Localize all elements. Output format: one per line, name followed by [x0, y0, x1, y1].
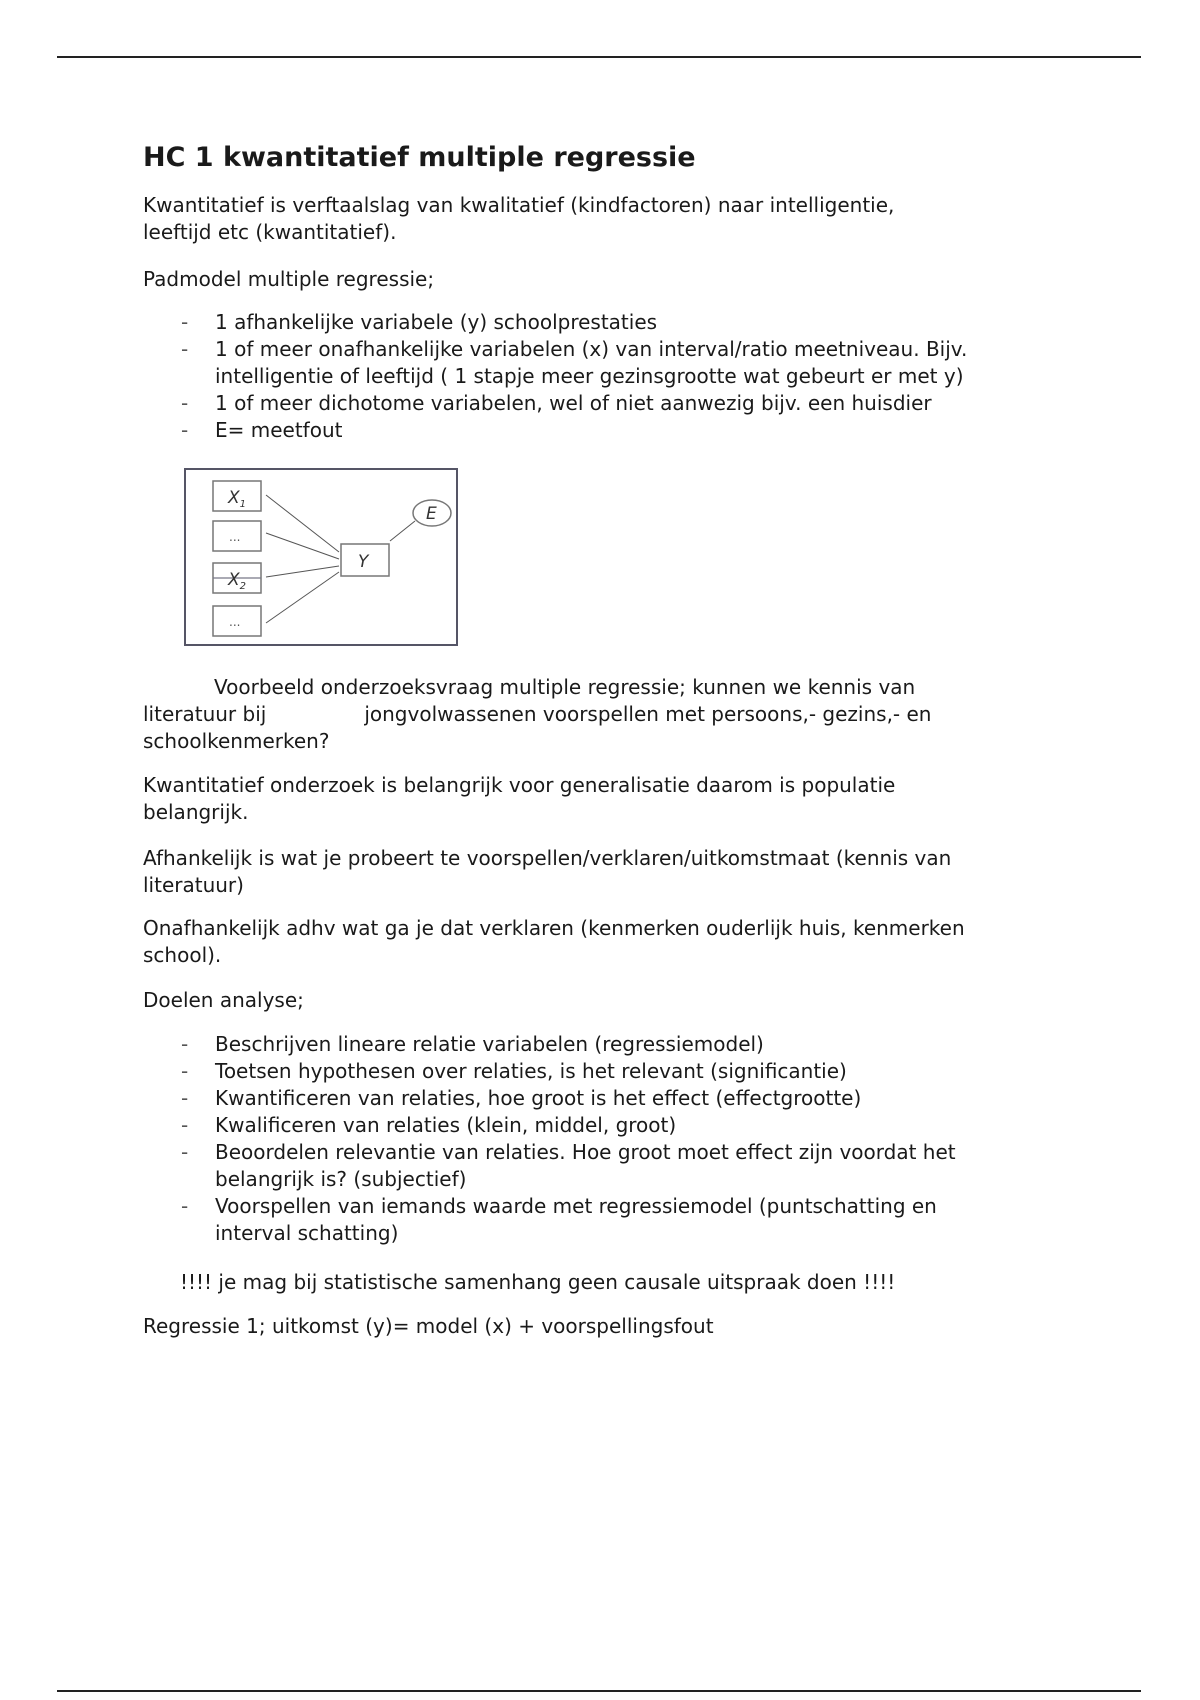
bullet-dash: - [181, 1059, 189, 1083]
list-item [143, 417, 1083, 444]
page-title: HC 1 kwantitatief multiple regressie [143, 142, 696, 173]
text-line: literatuur bij [143, 702, 267, 726]
text-line: leeftijd etc (kwantitatief). [143, 220, 397, 244]
list-item [143, 336, 1083, 390]
svg-text:E: E [426, 504, 437, 524]
bullet-dash: - [181, 418, 189, 442]
svg-text:X2: $X_2$ [228, 570, 247, 592]
text-line: school). [143, 943, 222, 967]
text-line: Voorspellen van iemands waarde met regressiemodel (puntschatting en [215, 1194, 937, 1218]
text-line: Beoordelen relevantie van relaties. Hoe groot moet effect zijn voordat het [215, 1140, 956, 1164]
padmodel-heading: Padmodel multiple regressie; [143, 267, 435, 291]
text-line: 1 of meer onafhankelijke variabelen (x) van interval/ratio meetniveau. Bijv. [215, 337, 968, 361]
list-item [143, 1193, 1083, 1247]
footer-rule [57, 1690, 1141, 1692]
list-item [143, 1139, 1083, 1193]
text-line: belangrijk is? (subjectief) [215, 1167, 467, 1191]
text-line: literatuur) [143, 873, 244, 897]
text-line: 1 of meer dichotome variabelen, wel of niet aanwezig bijv. een huisdier [215, 391, 932, 415]
header-rule [57, 56, 1141, 58]
text-line: Voorbeeld onderzoeksvraag multiple regressie; kunnen we kennis van [214, 675, 916, 699]
path-model-diagram [184, 468, 458, 646]
svg-text:...: ... [229, 615, 241, 629]
bullet-dash: - [181, 1032, 189, 1056]
text-line: intelligentie of leeftijd ( 1 stapje meer gezinsgrootte wat gebeurt er met y) [215, 364, 964, 388]
bullet-dash: - [181, 1086, 189, 1110]
text-line: schoolkenmerken? [143, 729, 330, 753]
bullet-dash: - [181, 391, 189, 415]
list-item [143, 309, 1083, 336]
text-line: 1 afhankelijke variabele (y) schoolprestaties [215, 310, 658, 334]
afhankelijk-paragraph [143, 845, 1083, 899]
list-item [143, 1058, 1083, 1085]
bullet-dash: - [181, 337, 189, 361]
list-item [143, 1112, 1083, 1139]
text-line: Kwantificeren van relaties, hoe groot is het effect (effectgrootte) [215, 1086, 862, 1110]
svg-text:...: ... [229, 530, 241, 544]
bullet-dash: - [181, 310, 189, 334]
text-line: Kwalificeren van relaties (klein, middel, groot) [215, 1113, 677, 1137]
padmodel-list [143, 309, 1083, 444]
text-line: jongvolwassenen voorspellen met persoons,- gezins,- en [364, 702, 932, 726]
svg-text:X1: $X_1$ [228, 488, 247, 510]
text-line: Onafhankelijk adhv wat ga je dat verklaren (kenmerken ouderlijk huis, kenmerken [143, 916, 965, 940]
kwantitatief-paragraph [143, 772, 1083, 826]
bullet-dash: - [181, 1113, 189, 1137]
text-line: Toetsen hypothesen over relaties, is het relevant (significantie) [215, 1059, 847, 1083]
text-line: Kwantitatief onderzoek is belangrijk voor generalisatie daarom is populatie [143, 773, 896, 797]
svg-text:Y: Y [358, 552, 369, 572]
text-line: Afhankelijk is wat je probeert te voorspellen/verklaren/uitkomstmaat (kennis van [143, 846, 952, 870]
list-item [143, 390, 1083, 417]
regressie-formula: Regressie 1; uitkomst (y)= model (x) + voorspellingsfout [143, 1314, 714, 1338]
voorbeeld-paragraph [143, 674, 1083, 755]
text-line: interval schatting) [215, 1221, 399, 1245]
text-line: E= meetfout [215, 418, 343, 442]
text-line: Kwantitatief is verftaalslag van kwalitatief (kindfactoren) naar intelligentie, [143, 193, 895, 217]
doelen-list [143, 1031, 1083, 1247]
warning-text: !!!! je mag bij statistische samenhang geen causale uitspraak doen !!!! [180, 1270, 896, 1294]
bullet-dash: - [181, 1194, 189, 1218]
list-item [143, 1085, 1083, 1112]
list-item [143, 1031, 1083, 1058]
text-line: belangrijk. [143, 800, 249, 824]
doelen-heading: Doelen analyse; [143, 988, 304, 1012]
text-line: Beschrijven lineare relatie variabelen (regressiemodel) [215, 1032, 764, 1056]
bullet-dash: - [181, 1140, 189, 1164]
onafhankelijk-paragraph [143, 915, 1083, 969]
intro-paragraph [143, 192, 1083, 246]
